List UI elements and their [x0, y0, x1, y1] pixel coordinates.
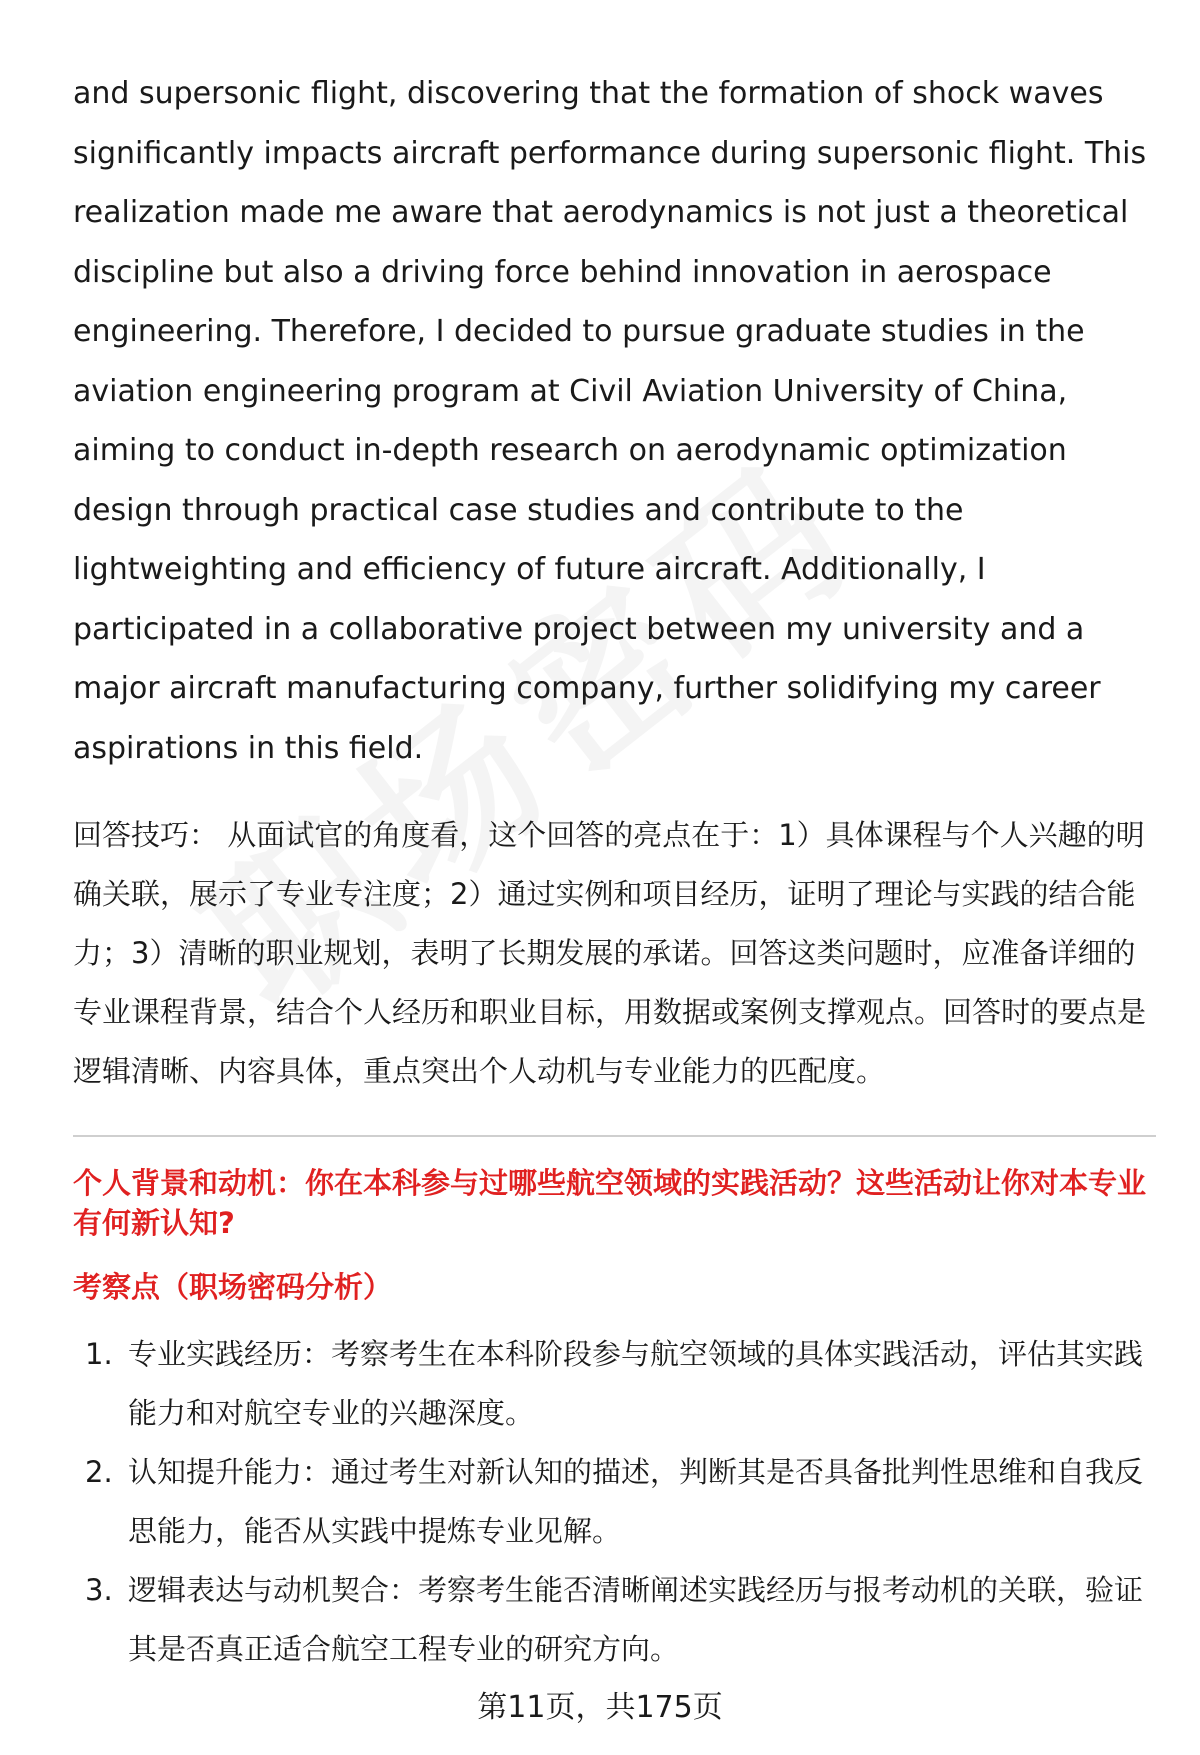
assessment-points-heading: 考察点（职场密码分析） — [73, 1270, 393, 1304]
list-item — [73, 1561, 1163, 1679]
list-item-number: 1. — [85, 1337, 113, 1371]
section-divider — [73, 1135, 1156, 1137]
list-item-text: 认知提升能力：通过考生对新认知的描述，判断其是否具备批判性思维和自我反思能力，能否从实践中提炼专业见解。 — [128, 1455, 1144, 1548]
page-number-footer: 第11页，共175页 — [477, 1690, 723, 1725]
tips-text: 从面试官的角度看，这个回答的亮点在于：1）具体课程与个人兴趣的明确关联，展示了专业专注度；2）通过实例和项目经历，证明了理论与实践的结合能力；3）清晰的职业规划，表明了长期发展的承诺。回答这类问题时，应准备详细的专业课程背景，结合个人经历和职业目标，用数据或案例支撑观点。回答时的要点是逻辑清晰、内容具体，重点突出个人动机与专业能力的匹配度。 — [73, 818, 1147, 1088]
list-item-text: 专业实践经历：考察考生在本科阶段参与航空领域的具体实践活动，评估其实践能力和对航空专业的兴趣深度。 — [128, 1337, 1144, 1430]
list-item-number: 2. — [85, 1455, 113, 1489]
list-item-number: 3. — [85, 1573, 113, 1607]
list-item — [73, 1443, 1163, 1561]
list-item — [73, 1325, 1163, 1443]
answer-tips — [73, 806, 1163, 1101]
assessment-points-list — [73, 1325, 1163, 1679]
tips-label: 回答技巧： — [73, 818, 219, 852]
list-item-text: 逻辑表达与动机契合：考察考生能否清晰阐述实践经历与报考动机的关联，验证其是否真正适合航空工程专业的研究方向。 — [128, 1573, 1144, 1666]
page-content — [73, 64, 1163, 1679]
question-heading: 个人背景和动机：你在本科参与过哪些航空领域的实践活动？这些活动让你对本专业有何新认知? — [73, 1166, 1147, 1240]
essay-paragraph: and supersonic flight, discovering that the formation of shock waves significantly impacts aircraft performance during supersonic flight. This realization made me aware that aerodynamics is not just a theoretical discipline but also a driving force behind innovation in aerospace engineering. Therefore, I decided to pursue graduate studies in the aviation engineering program at Civil Aviation University of China, aiming to conduct in-depth research on aerodynamic optimization design through practical case studies and contribute to the lightweighting and efficiency of future aircraft. Additionally, I participated in a collaborative project between my university and a major aircraft manufacturing company, further solidifying my career aspirations in this field. — [73, 76, 1147, 766]
